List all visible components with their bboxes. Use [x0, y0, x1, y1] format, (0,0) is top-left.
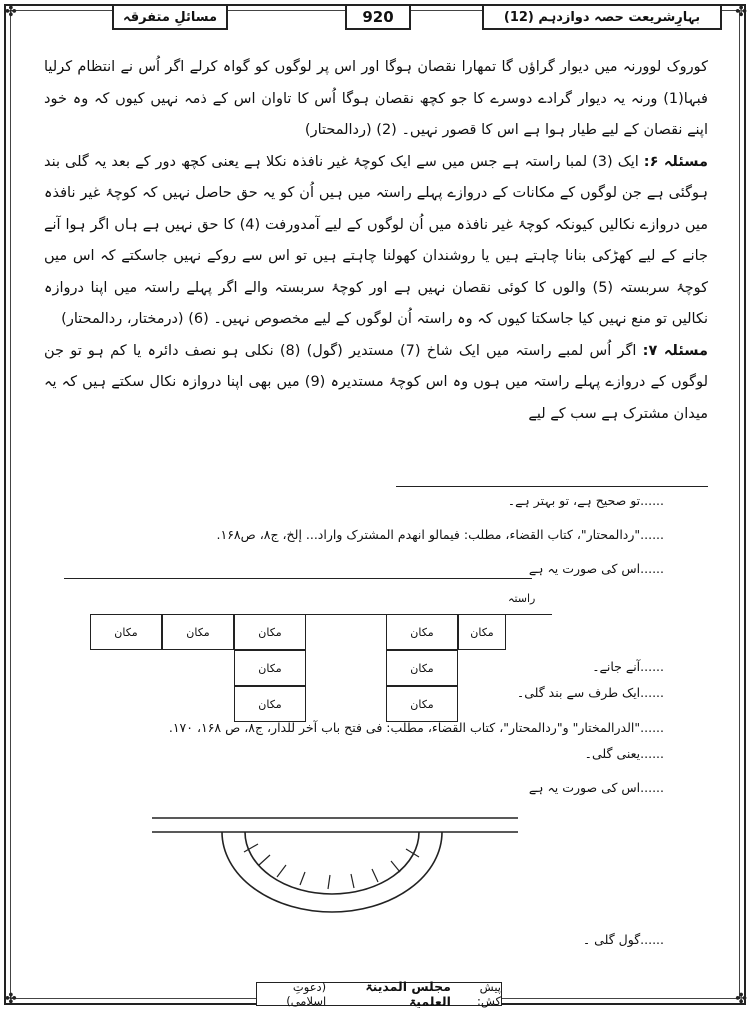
footnote-9: ......گول گلی ۔: [582, 932, 664, 947]
presenter-label: پیش کش:: [476, 980, 501, 1008]
footnote-3: ......اس کی صورت یہ ہے: [528, 561, 664, 576]
paragraph-masala-6: مسئلہ ۶: ایک (3) لمبا راستہ ہے جس میں سے ایک کوچۂ غیر نافذہ نکلا ہے یعنی کچھ دور کے بعد یہ گلی بند ہوگئی ہے جن لوگوں کے مکانات کے دروازے پہلے راستہ میں ہیں اُن کو یہ حق حاصل نہیں کہ کوچۂ غیر نافذہ میں دروازے نکالیں کیونکہ کوچۂ غیر نافذہ میں اُن لوگوں کے لیے آمدورفت (4) کا حق نہیں ہے ہاں اگر ہوا آنے جانے کے لیے کھڑکی بنانا چاہتے ہیں یا روشندان کھولنا چاہتے ہیں تو اس سے روکے نہیں جاسکتے کہ اس میں کوچۂ سربستہ (5) والوں کا کوئی نقصان نہیں ہے اور کوچۂ سربستہ والے اگر پہلے راستہ میں اپنا دروازہ نکالیں تو منع نہیں کیا جاسکتا کیوں کہ وہ راستہ اُن لوگوں کے لیے مخصوص نہیں۔ (6) (درمختار، ردالمحتار): [44, 153, 708, 327]
house-cell: مکان: [234, 614, 306, 650]
house-cell: مکان: [234, 686, 306, 722]
chapter-title: مسائلِ متفرقہ: [122, 9, 218, 25]
masala-label: مسئلہ ۷:: [642, 342, 708, 359]
house-cell: مکان: [234, 650, 306, 686]
corner-ornament-icon: ✤: [5, 991, 17, 1007]
footnote-separator: [396, 486, 708, 487]
house-cell: مکان: [162, 614, 234, 650]
diagram-round-lane: [140, 810, 530, 920]
header-chapter: [112, 4, 228, 30]
publisher-name: مجلس المدینۃ العلمیۃ: [365, 979, 451, 1009]
book-title: بہارِشریعت حصہ دوازدہم (12): [503, 9, 701, 25]
paragraph-1: کوروک لوورنہ میں دیوار گراؤں گا تمھارا نقصان ہوگا اور اس پر لوگوں کو گواہ کرلے اگر اُس نے انتظام کرلیا فبہا(1) ورنہ یہ دیوار گرادے دوسرے کا جو کچھ نقصان ہوگا اُس کا تاوان اس کے ذمہ نہیں کیوں کہ وہ خود اپنے نقصان کے لیے طیار ہوا ہے اس کا قصور نہیں۔ (2) (ردالمحتار): [44, 59, 708, 138]
footnote-8: ......اس کی صورت یہ ہے: [528, 780, 664, 795]
road-top-line: [64, 578, 532, 579]
footnote-1: ......تو صحیح ہے، تو بہتر ہے۔: [507, 493, 664, 508]
house-cell: مکان: [386, 614, 458, 650]
road-label: راستہ: [508, 592, 536, 605]
house-cell: مکان: [458, 614, 506, 650]
footnote-4: ......آنے جانے۔: [592, 659, 664, 674]
footer-publisher-bar: [256, 979, 502, 1009]
house-cell: مکان: [90, 614, 162, 650]
footnote-6: ......"الدرالمختار" و"ردالمحتار"، کتاب القضاء، مطلب: فی فتح باب آخر للدار، ج۸، ص ۱۶۸، ۱۷۰.: [168, 720, 664, 735]
corner-ornament-icon: ✤: [735, 991, 747, 1007]
corner-ornament-icon: ✤: [5, 4, 17, 20]
footnote-7: ......یعنی گلی۔: [584, 746, 664, 761]
header-book-title: [482, 4, 722, 30]
house-cell: مکان: [386, 650, 458, 686]
header-page-number: [345, 4, 411, 30]
main-text: [44, 52, 708, 430]
house-cell: مکان: [386, 686, 458, 722]
footnote-5: ......ایک طرف سے بند گلی۔: [516, 685, 664, 700]
footnote-2: ......"ردالمحتار"، کتاب القضاء، مطلب: فیمالو انھدم المشترک واراد... إلخ، ج۸، ص۱۶۸.: [216, 527, 664, 542]
masala-label: مسئلہ ۶:: [643, 153, 708, 170]
corner-ornament-icon: ✤: [735, 4, 747, 20]
page-number: 920: [362, 8, 394, 26]
paragraph-masala-7: مسئلہ ۷: اگر اُس لمبے راستہ میں ایک شاخ (7) مستدیر (گول) (8) نکلی ہو نصف دائرہ یا کم ہو تو جن لوگوں کے دروازے پہلے راستہ میں ہوں وہ اس کوچۂ مستدیرہ (9) میں بھی اپنا دروازہ نکال سکتے ہیں کہ یہ میدان مشترک ہے سب کے لیے: [44, 342, 708, 422]
organization-name: (دعوتِ اسلامی): [286, 980, 327, 1008]
